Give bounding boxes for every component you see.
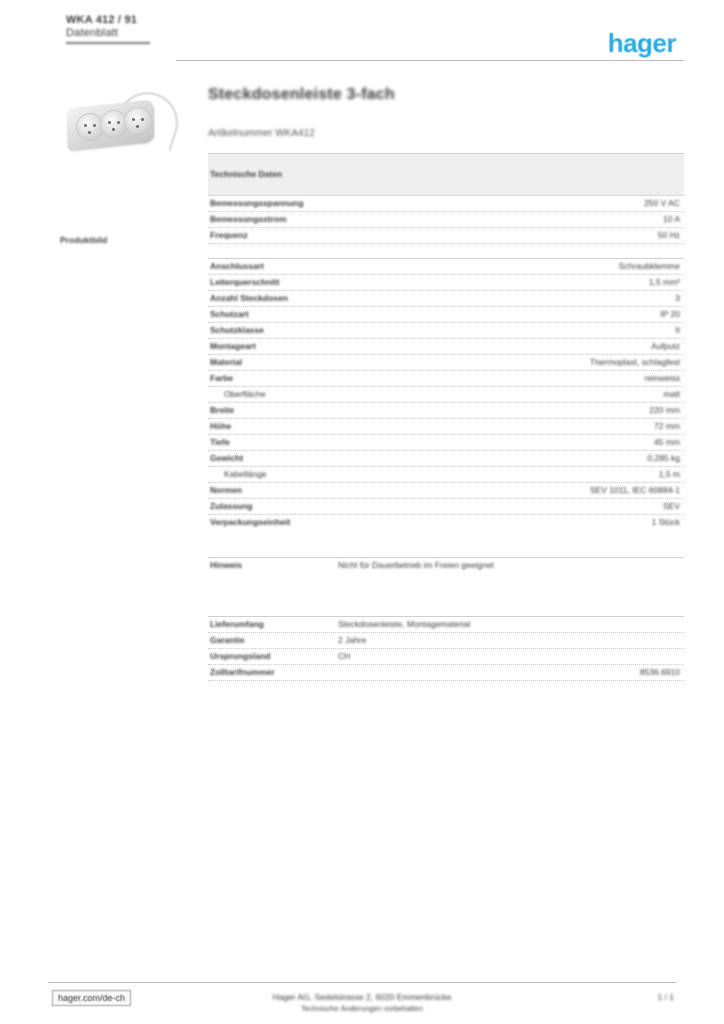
footer-website-link[interactable]: hager.com/de-ch (52, 990, 131, 1006)
row-value: Schraubklemme (618, 261, 680, 271)
row-value: IP 20 (660, 309, 680, 319)
row-value: CH (338, 651, 351, 661)
table-header-row (208, 154, 684, 196)
row-key: Normen (210, 485, 243, 495)
table-row (208, 371, 684, 387)
table-row (208, 403, 684, 419)
row-value: 45 mm (654, 437, 680, 447)
table-row (208, 307, 684, 323)
document-code-line1: WKA 412 / 91 (66, 14, 138, 26)
document-code (66, 14, 216, 40)
row-key: Farbe (210, 373, 234, 383)
row-key: Frequenz (210, 230, 248, 240)
row-value: 220 mm (649, 405, 680, 415)
group-spacer (208, 543, 684, 557)
row-key: Anzahl Steckdosen (210, 293, 288, 303)
table-row (208, 467, 684, 483)
row-key: Höhe (210, 421, 232, 431)
footer-divider (48, 982, 676, 983)
row-key: Garantie (210, 635, 245, 645)
page-subtitle: Artikelnummer WKA412 (208, 128, 315, 139)
row-value: reinweiss (644, 373, 680, 383)
table-row (208, 259, 684, 275)
footer-page-number: 1 / 1 (657, 992, 674, 1002)
row-value: 72 mm (654, 421, 680, 431)
table-row (208, 649, 684, 665)
table-row (208, 355, 684, 371)
row-key: Leiterquerschnitt (210, 277, 280, 287)
header-divider (176, 60, 684, 61)
spec-group (208, 616, 684, 681)
row-value: 50 Hz (657, 230, 680, 240)
row-key: Ursprungsland (210, 651, 271, 661)
table-header-key: Technische Daten (210, 169, 283, 179)
table-row (208, 558, 684, 582)
row-value: matt (663, 389, 680, 399)
group-spacer (208, 582, 684, 616)
table-row (208, 617, 684, 633)
row-key: Anschlussart (210, 261, 264, 271)
spec-table (208, 153, 684, 681)
main-column (208, 86, 684, 681)
spec-group (208, 557, 684, 582)
group-spacer (208, 244, 684, 258)
page-title: Steckdosenleiste 3-fach (208, 86, 395, 103)
table-row (208, 387, 684, 403)
spec-group (208, 153, 684, 244)
table-row (208, 665, 684, 681)
row-value: 250 V AC (644, 198, 680, 208)
table-row (208, 633, 684, 649)
row-value: 1,5 m (658, 469, 680, 479)
row-value: II (675, 325, 680, 335)
row-key: Material (210, 357, 243, 367)
page-header (0, 0, 724, 72)
product-image (60, 88, 180, 156)
row-value: 1,5 mm² (648, 277, 680, 287)
spec-group (208, 258, 684, 543)
socket-icon (124, 107, 152, 135)
row-key: Lieferumfang (210, 619, 264, 629)
row-value: Nicht für Dauerbetrieb im Freien geeignet (338, 560, 494, 570)
row-key: Kabellänge (224, 469, 267, 479)
footer-disclaimer: Technische Änderungen vorbehalten (301, 1004, 423, 1013)
row-value: 0,285 kg (647, 453, 680, 463)
left-column (60, 88, 180, 246)
row-key: Hinweis (210, 560, 243, 570)
table-row (208, 196, 684, 212)
table-row (208, 212, 684, 228)
row-value: 3 (675, 293, 680, 303)
row-key: Bemessungsstrom (210, 214, 287, 224)
row-value: SEV (662, 501, 680, 511)
table-row (208, 291, 684, 307)
table-row (208, 451, 684, 467)
row-key: Oberfläche (224, 389, 266, 399)
row-value: SEV 1011, IEC 60884-1 (589, 485, 680, 495)
row-value: 10 A (662, 214, 680, 224)
table-row (208, 419, 684, 435)
table-row (208, 483, 684, 499)
row-value: 1 Stück (651, 517, 680, 527)
hager-logo: hager (607, 28, 676, 58)
footer-company-info (0, 992, 724, 1013)
row-key: Verpackungseinheit (210, 517, 291, 527)
table-row (208, 228, 684, 244)
row-value: 8536.6910 (639, 667, 680, 677)
table-row (208, 339, 684, 355)
row-value: Aufputz (651, 341, 680, 351)
table-row (208, 275, 684, 291)
footer-company-address: Hager AG, Sedelstrasse 2, 6020 Emmenbrücke (272, 992, 452, 1002)
table-row (208, 435, 684, 451)
document-code-line2: Datenblatt (66, 27, 119, 39)
table-row (208, 515, 684, 543)
row-key: Tiefe (210, 437, 230, 447)
page-footer (0, 980, 724, 1024)
row-key: Schutzart (210, 309, 249, 319)
row-value: Thermoplast, schlagfest (589, 357, 680, 367)
table-row (208, 499, 684, 515)
row-value: 2 Jahre (338, 635, 367, 645)
row-key: Bemessungsspannung (210, 198, 304, 208)
row-key: Zulassung (210, 501, 253, 511)
row-key: Zolltarifnummer (210, 667, 275, 677)
header-accent-bar (66, 42, 150, 44)
row-value: Steckdosenleiste, Montagematerial (338, 619, 471, 629)
row-key: Schutzklasse (210, 325, 264, 335)
row-key: Breite (210, 405, 235, 415)
row-key: Gewicht (210, 453, 244, 463)
row-key: Montageart (210, 341, 256, 351)
table-row (208, 323, 684, 339)
product-image-caption: Produktbild (60, 235, 108, 245)
